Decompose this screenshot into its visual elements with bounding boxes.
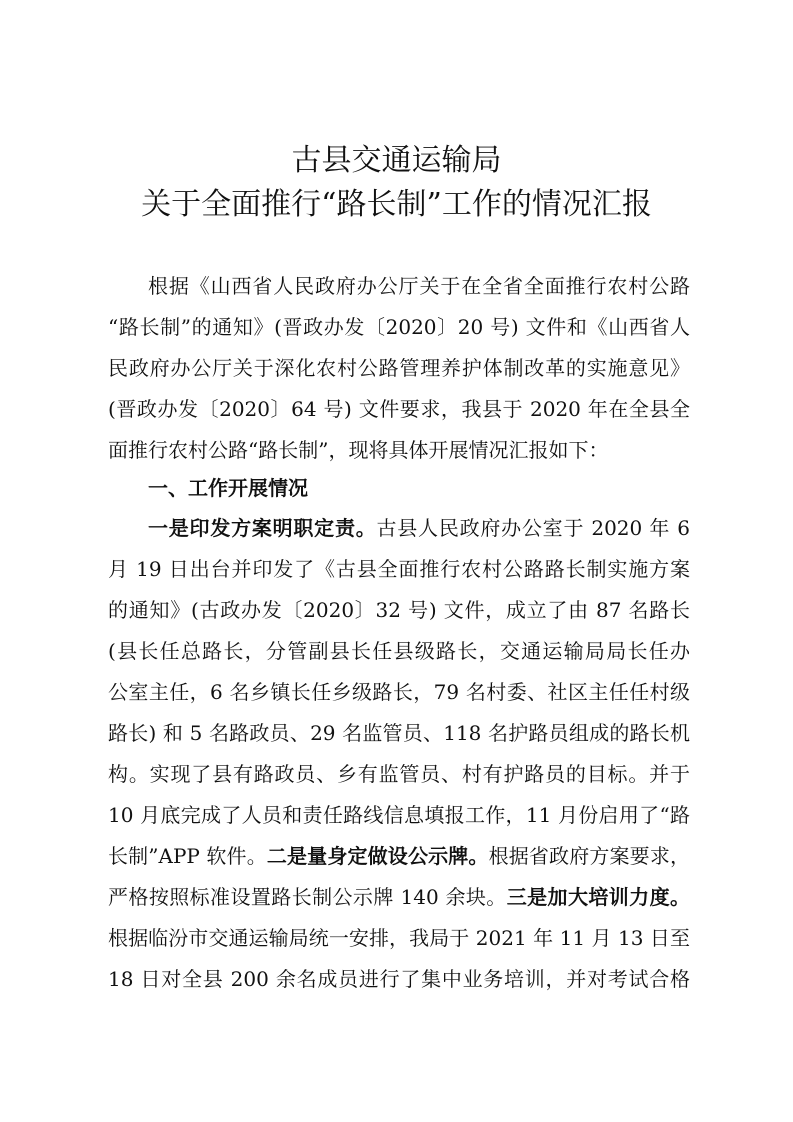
paragraph-line-1 bbox=[148, 514, 690, 542]
intro-line-4: (晋政办发〔2020〕64 号) 文件要求，我县于 2020 年在全县全 bbox=[108, 397, 690, 421]
paragraph-line-9 bbox=[108, 842, 690, 870]
intro-line-3: 民政府办公厅关于深化农村公路管理养护体制改革的实施意见》 bbox=[108, 356, 690, 380]
intro-line-1: 根据《山西省人民政府办公厅关于在全省全面推行农村公路 bbox=[148, 274, 690, 298]
document-title-org: 古县交通运输局 bbox=[291, 143, 502, 178]
paragraph-line-9-end: 根据省政府方案要求， bbox=[488, 844, 690, 868]
paragraph-line-7: 构。实现了县有路政员、乡有监管员、村有护路员的目标。并于 bbox=[108, 762, 690, 786]
document-title-subject: 关于全面推行“路长制”工作的情况汇报 bbox=[141, 187, 652, 222]
paragraph-line-9-start: 长制”APP 软件。 bbox=[108, 844, 267, 868]
paragraph-line-5: 公室主任，6 名乡镇长任乡级路长，79 名村委、社区主任任村级 bbox=[108, 680, 690, 704]
paragraph-line-6: 路长) 和 5 名路政员、29 名监管员、118 名护路员组成的路长机 bbox=[108, 721, 690, 745]
paragraph-line-1-text: 古县人民政府办公室于 2020 年 6 bbox=[376, 516, 691, 540]
paragraph-line-8: 10 月底完成了人员和责任路线信息填报工作，11 月份启用了“路 bbox=[108, 803, 690, 827]
paragraph-line-10 bbox=[108, 883, 690, 911]
paragraph-line-4: (县长任总路长，分管副县长任县级路长，交通运输局局长任办 bbox=[108, 639, 690, 663]
paragraph-line-10-start: 严格按照标准设置路长制公示牌 140 余块。 bbox=[108, 885, 507, 909]
intro-line-2: “路长制”的通知》(晋政办发〔2020〕20 号) 文件和《山西省人 bbox=[108, 315, 690, 339]
point-one-title: 一是印发方案明职定责。 bbox=[148, 516, 377, 540]
paragraph-line-11: 根据临汾市交通运输局统一安排，我局于 2021 年 11 月 13 日至 bbox=[108, 926, 690, 950]
paragraph-line-3: 的通知》(古政办发〔2020〕32 号) 文件，成立了由 87 名路长 bbox=[108, 598, 690, 622]
point-three-title: 三是加大培训力度。 bbox=[506, 885, 691, 909]
intro-line-5: 面推行农村公路“路长制”，现将具体开展情况汇报如下： bbox=[108, 438, 609, 462]
paragraph-line-12: 18 日对全县 200 余名成员进行了集中业务培训，并对考试合格 bbox=[108, 967, 690, 991]
point-two-title: 二是量身定做设公示牌。 bbox=[266, 844, 489, 868]
section-heading: 一、工作开展情况 bbox=[148, 476, 308, 500]
paragraph-line-2: 月 19 日出台并印发了《古县全面推行农村公路路长制实施方案 bbox=[108, 557, 690, 581]
